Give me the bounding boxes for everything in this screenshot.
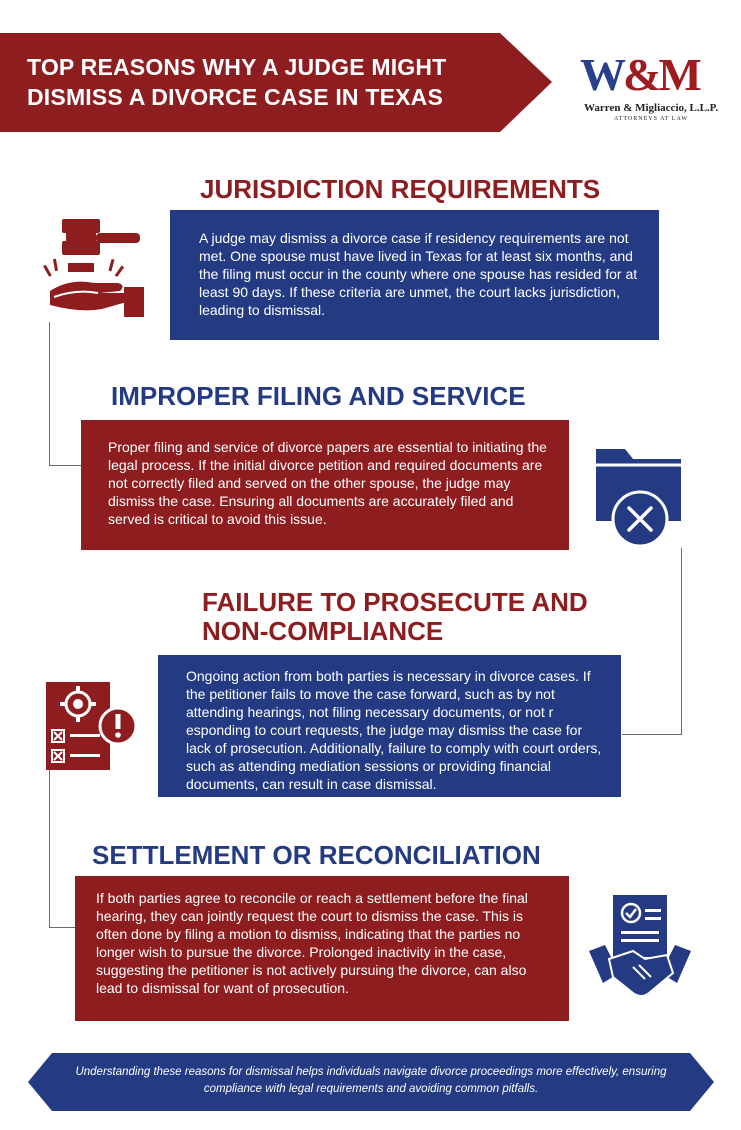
page-title-line-2: DISMISS A DIVORCE CASE IN TEXAS [27,84,443,110]
logo-letter-m: M [658,49,699,100]
section-3-heading [202,588,588,646]
logo-firm-name: Warren & Migliaccio, L.L.P. [584,102,719,114]
handshake-document-icon [583,893,697,1005]
section-2-body-box [81,420,569,550]
page-title [27,52,527,112]
section-1-body-box [170,210,659,340]
section-3-heading-line-1: FAILURE TO PROSECUTE AND [202,587,588,617]
section-4-body: If both parties agree to reconcile or reach a settlement before the final hearing, they can jointly request the court to dismiss the case. This is often done by filing a motion to dismiss, indicating that the parties no longer wish to pursue the divorce. Prolonged inactivity in the case, suggesting the petitioner is not actively pursuing the divorce, can also lead to dismissal for want of prosecution. [96,890,528,996]
section-2-body: Proper filing and service of divorce papers are essential to initiating the legal process. If the initial divorce petition and required documents are not correctly filed and served on the other spouse, the judge may dismiss the case. Ensuring all documents are accurately filed and served is critical to avoid this issue. [108,439,547,527]
logo-monogram [580,50,710,100]
section-3-body-box [158,655,621,797]
section-3-heading-line-2: NON-COMPLIANCE [202,616,444,646]
section-4-heading: SETTLEMENT OR RECONCILIATION [92,840,541,870]
section-4-body-box [75,876,569,1021]
page-title-line-1: TOP REASONS WHY A JUDGE MIGHT [27,54,447,80]
footer-text: Understanding these reasons for dismissal helps individuals navigate divorce proceedings more effectively, ensuring compliance with legal requirements and avoiding common pitfalls. [75,1066,667,1095]
logo-letter-w: W [580,49,623,100]
logo-tagline: ATTORNEYS AT LAW [614,116,688,122]
section-1-heading: JURISDICTION REQUIREMENTS [200,174,601,204]
connector-line-1 [49,322,81,466]
connector-line-2 [622,548,682,735]
section-3-body: Ongoing action from both parties is necessary in divorce cases. If the petitioner fails to move the case forward, such as by not attending hearings, not filing necessary documents, or not r esponding to court requests, the judge may dismiss the case for lack of prosecution. Additionally, failure to comply with court orders, such as attending mediation sessions or providing financial documents, can result in case dismissal. [186,668,602,792]
folder-x-icon [593,447,688,547]
connector-line-3 [49,770,75,928]
checklist-gear-alert-icon [42,680,142,772]
logo-ampersand: & [623,49,659,100]
section-1-body: A judge may dismiss a divorce case if residency requirements are not met. One spouse must have lived in Texas for at least six months, and the filing must occur in the county where one spouse has resided for at least 90 days. If these criteria are unmet, the court lacks jurisdiction, leading to dismissal. [199,230,638,318]
gavel-hand-icon [40,213,150,323]
firm-logo [578,50,718,125]
section-2-heading: IMPROPER FILING AND SERVICE [111,381,526,411]
